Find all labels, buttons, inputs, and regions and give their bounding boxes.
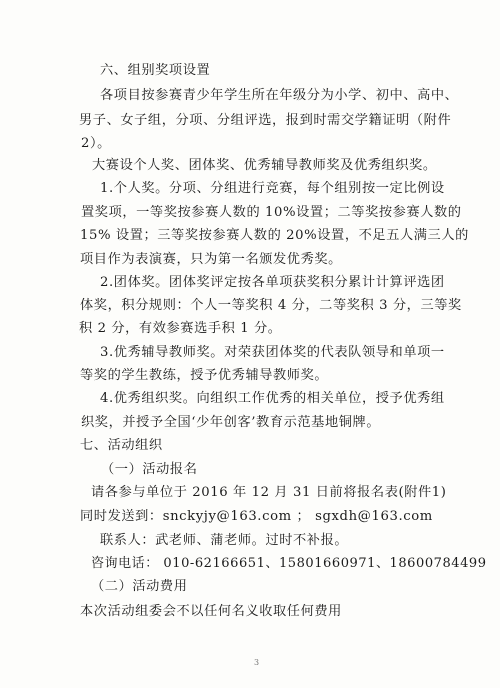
paragraph-line: 各项目按参赛青少年学生所在年级分为小学、初中、高中、 [100,88,459,103]
paragraph-line: 体奖，积分规则：个人一等奖积 4 分，二等奖积 3 分，三等奖 [80,298,462,313]
paragraph-line: 本次活动组委会不以任何名义收取任何费用 [80,604,342,619]
paragraph-line: 同时发送到：snckyjy@163.com ； sgxdh@163.com [80,509,433,524]
section-heading-awards: 六、组别奖项设置 [100,63,211,78]
paragraph-line: 咨询电话： 010-62166651、15801660971、18600784499 [91,556,487,571]
paragraph-line: 15% 设置；三等奖按参赛人数的 20%设置，不足五人满三人的 [80,228,469,243]
paragraph-line: 项目作为表演赛，只为第一名颁发优秀奖。 [80,252,342,267]
paragraph-line: 等奖的学生教练，授予优秀辅导教师奖。 [80,368,329,383]
subheading-fees: （二）活动费用 [91,579,188,594]
paragraph-line: 积 2 分，有效参赛选手积 1 分。 [79,321,282,336]
paragraph-line: 置奖项，一等奖按参赛人数的 10%设置；二等奖按参赛人数的 [81,205,462,220]
paragraph-line: 联系人：武老师、蒲老师。过时不补报。 [100,533,349,548]
paragraph-line: 2.团体奖。团体奖评定按各单项获奖积分累计计算评选团 [100,275,445,290]
paragraph-line: 织奖，并授予全国‘少年创客’教育示范基地铜牌。 [81,415,381,430]
paragraph-line: 请各参与单位于 2016 年 12 月 31 日前将报名表(附件1) [91,485,447,500]
paragraph-line: 2）。 [81,136,111,151]
page-number: 3 [254,658,260,667]
paragraph-line: 男子、女子组，分项、分组评选，报到时需交学籍证明（附件 [79,113,452,128]
paragraph-line: 4.优秀组织奖。向组织工作优秀的相关单位，授予优秀组 [100,391,445,406]
paragraph-line: 3.优秀辅导教师奖。对荣获团体奖的代表队领导和单项一 [100,345,445,360]
paragraph-line: 大赛设个人奖、团体奖、优秀辅导教师奖及优秀组织奖。 [92,158,437,173]
section-heading-organization: 七、活动组织 [80,438,163,453]
paragraph-line: 1.个人奖。分项、分组进行竞赛，每个组别按一定比例设 [100,181,445,196]
subheading-registration: （一）活动报名 [101,462,198,477]
